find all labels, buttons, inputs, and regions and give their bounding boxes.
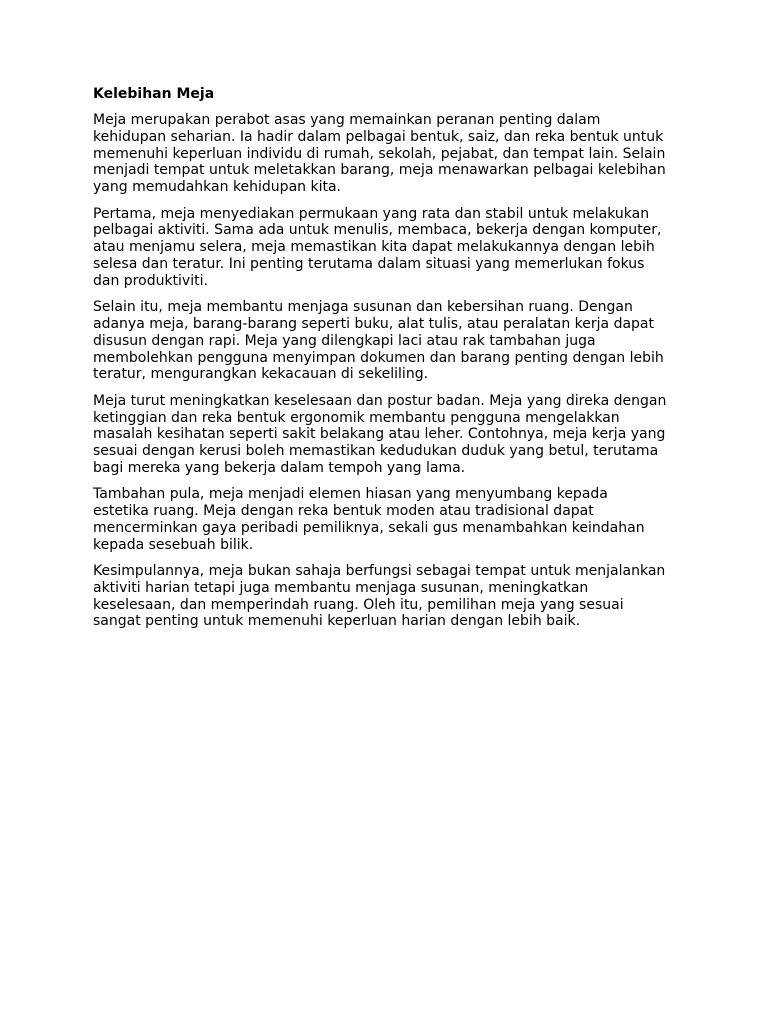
paragraph-surface: Pertama, meja menyediakan permukaan yang rata dan stabil untuk melakukan pelbagai aktiviti. Sama ada untuk menulis, membaca, bekerja dengan komputer, atau menjamu selera, meja memastikan kita dapat melakukannya dengan lebih selesa dan teratur. Ini penting terutama dalam situasi yang memerlukan fokus dan produktiviti. [93, 205, 662, 289]
paragraph-aesthetics: Tambahan pula, meja menjadi elemen hiasan yang menyumbang kepada estetika ruang. Meja dengan reka bentuk moden atau tradisional dapat mencerminkan gaya peribadi pemiliknya, sekali gus menambahkan keindahan kepada sesebuah bilik. [93, 486, 645, 553]
paragraph-intro: Meja merupakan perabot asas yang memainkan peranan penting dalam kehidupan seharian. Ia hadir dalam pelbagai bentuk, saiz, dan reka bentuk untuk memenuhi keperluan individu di rumah, sekolah, pejabat, dan tempat lain. Selain menjadi tempat untuk meletakkan barang, meja menawarkan pelbagai kelebihan yang memudahkan kehidupan kita. [93, 112, 666, 196]
paragraph-organization: Selain itu, meja membantu menjaga susunan dan kebersihan ruang. Dengan adanya meja, barang-barang seperti buku, alat tulis, atau peralatan kerja dapat disusun dengan rapi. Meja yang dilengkapi laci atau rak tambahan juga membolehkan pengguna menyimpan dokumen dan barang penting dengan lebih teratur, mengurangkan kekacauan di sekeliling. [93, 299, 664, 383]
paragraph-conclusion: Kesimpulannya, meja bukan sahaja berfungsi sebagai tempat untuk menjalankan aktiviti harian tetapi juga membantu menjaga susunan, meningkatkan keselesaan, dan memperindah ruang. Oleh itu, pemilihan meja yang sesuai sangat penting untuk memenuhi keperluan harian dengan lebih baik. [93, 563, 666, 630]
document-page [93, 86, 683, 640]
paragraph-ergonomics: Meja turut meningkatkan keselesaan dan postur badan. Meja yang direka dengan ketinggian dan reka bentuk ergonomik membantu pengguna mengelakkan masalah kesihatan seperti sakit belakang atau leher. Contohnya, meja kerja yang sesuai dengan kerusi boleh memastikan kedudukan duduk yang betul, terutama bagi mereka yang bekerja dalam tempoh yang lama. [93, 392, 667, 476]
document-title: Kelebihan Meja [93, 86, 215, 102]
